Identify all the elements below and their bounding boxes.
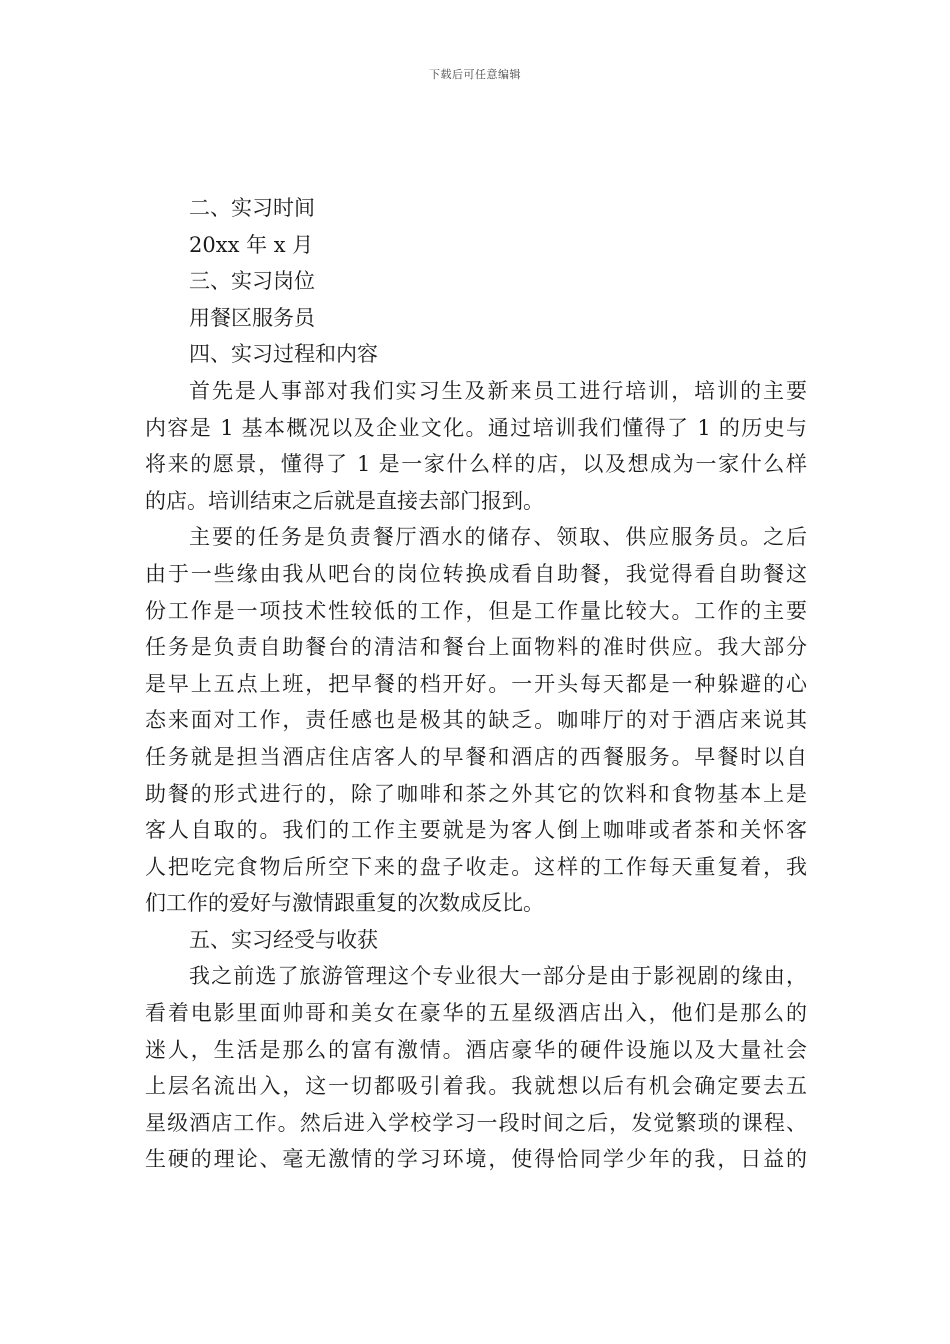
paragraph-line: 内容是 1 基本概况以及企业文化。通过培训我们懂得了 1 的历史与 — [145, 415, 807, 440]
paragraph-line: 主要的任务是负责餐厅酒水的储存、领取、供应服务员。之后 — [189, 525, 807, 550]
paragraph-line: 生硬的理论、毫无激情的学习环境，使得恰同学少年的我，日益的 — [145, 1147, 807, 1172]
paragraph-line: 任务就是担当酒店住店客人的早餐和酒店的西餐服务。早餐时以自 — [145, 744, 807, 769]
paragraph-line: 上层名流出入，这一切都吸引着我。我就想以后有机会确定要去五 — [145, 1074, 807, 1099]
section-heading: 二、实习时间 — [189, 196, 315, 220]
section-heading: 四、实习过程和内容 — [189, 342, 378, 367]
paragraph-training — [145, 373, 807, 519]
section-value: 20xx 年 x 月 — [189, 232, 314, 257]
paragraph-line: 首先是人事部对我们实习生及新来员工进行培训，培训的主要 — [189, 378, 807, 403]
paragraph-line: 助餐的形式进行的，除了咖啡和茶之外其它的饮料和食物基本上是 — [145, 781, 807, 806]
paragraph-line: 星级酒店工作。然后进入学校学习一段时间之后，发觉繁琐的课程、 — [145, 1110, 807, 1135]
paragraph-experience — [145, 958, 807, 1178]
section-heading: 三、实习岗位 — [189, 269, 315, 294]
paragraph-line: 我之前选了旅游管理这个专业很大一部分是由于影视剧的缘由， — [189, 964, 807, 989]
paragraph-line: 看着电影里面帅哥和美女在豪华的五星级酒店出入，他们是那么的 — [145, 1001, 807, 1026]
paragraph-line: 们工作的爱好与激情跟重复的次数成反比。 — [145, 891, 544, 916]
paragraph-line: 迷人，生活是那么的富有激情。酒店豪华的硬件设施以及大量社会 — [145, 1037, 807, 1062]
paragraph-duties — [145, 519, 807, 922]
paragraph-line: 由于一些缘由我从吧台的岗位转换成看自助餐，我觉得看自助餐这 — [145, 561, 807, 586]
paragraph-line: 是早上五点上班，把早餐的档开好。一开头每天都是一种躲避的心 — [145, 671, 807, 696]
paragraph-line: 客人自取的。我们的工作主要就是为客人倒上咖啡或者茶和关怀客 — [145, 818, 807, 843]
document-body — [145, 190, 807, 1178]
paragraph-line: 任务是负责自助餐台的清洁和餐台上面物料的准时供应。我大部分 — [145, 635, 807, 660]
paragraph-line: 的店。培训结束之后就是直接去部门报到。 — [145, 488, 544, 513]
paragraph-line: 态来面对工作，责任感也是极其的缺乏。咖啡厅的对于酒店来说其 — [145, 708, 807, 733]
section-heading: 五、实习经受与收获 — [189, 927, 378, 952]
paragraph-line: 人把吃完食物后所空下来的盘子收走。这样的工作每天重复着，我 — [145, 854, 807, 879]
paragraph-line: 将来的愿景，懂得了 1 是一家什么样的店，以及想成为一家什么样 — [145, 452, 807, 477]
page-header: 下载后可任意编辑 — [429, 68, 521, 81]
section-value: 用餐区服务员 — [189, 305, 315, 330]
paragraph-line: 份工作是一项技术性较低的工作，但是工作量比较大。工作的主要 — [145, 598, 807, 623]
